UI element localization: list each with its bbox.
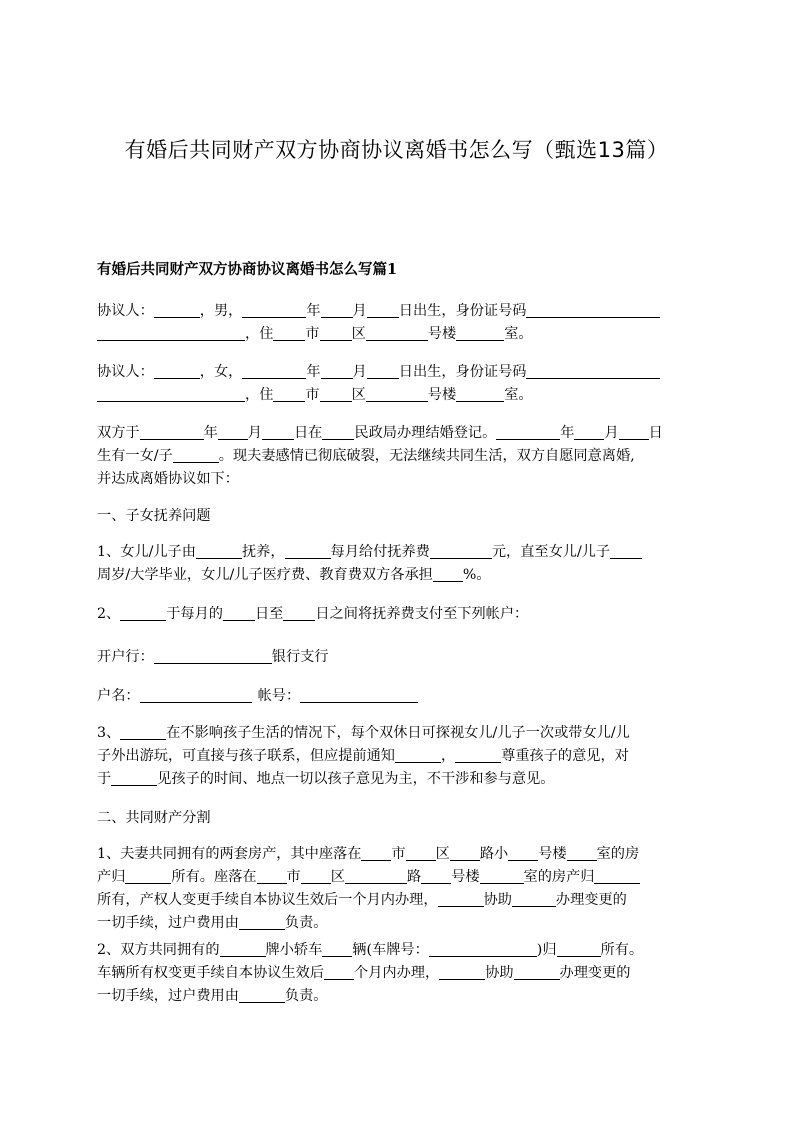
text-segment: 室。 <box>504 387 533 403</box>
blank-field-line <box>450 845 480 861</box>
blank-field-line <box>239 987 285 1003</box>
document-title: 有婚后共同财产双方协商协议离婚书怎么写（甄选13篇） <box>124 138 669 162</box>
text-line <box>97 361 700 384</box>
marriage-paragraph <box>97 422 700 491</box>
text-segment: 室。 <box>504 326 533 342</box>
blank-field-line <box>514 964 560 980</box>
text-segment: 区 <box>435 846 450 862</box>
text-segment: ，住 <box>245 387 274 403</box>
text-segment: 号楼 <box>427 387 457 403</box>
real-estate-item <box>97 843 700 935</box>
text-line: 并达成离婚协议如下： <box>97 471 239 487</box>
blank-field-line <box>273 325 305 341</box>
account-line <box>97 685 700 708</box>
blank-field-line <box>283 605 315 621</box>
text-segment: 路小 <box>479 846 509 862</box>
text-segment: 见孩子的时间、地点一切以孩子意见为主，不干涉和参与意见。 <box>157 771 555 787</box>
text-line <box>97 889 700 912</box>
blank-field-line <box>594 868 640 884</box>
text-line <box>97 768 700 791</box>
blank-field-line <box>367 363 399 379</box>
blank-field-line <box>361 845 391 861</box>
section-heading-children: 一、子女抚养问题 <box>97 508 211 524</box>
text-segment: 室的房 <box>596 846 640 862</box>
blank-field-line <box>120 605 166 621</box>
vehicle-item <box>97 939 700 1008</box>
text-segment: 路 <box>406 869 422 885</box>
text-segment: 一切手续，过户费用由 <box>97 915 239 931</box>
blank-field-line <box>574 424 604 440</box>
text-segment: 日出生，身份证号码 <box>398 303 527 319</box>
blank-field-line <box>406 845 436 861</box>
text-segment: 号楼 <box>451 869 480 885</box>
blank-field-line <box>154 302 200 318</box>
text-segment: %。 <box>462 567 491 583</box>
blank-field-line <box>262 424 294 440</box>
blank-field-line <box>345 868 407 884</box>
blank-field-line <box>223 605 255 621</box>
text-segment: 年 <box>306 303 321 319</box>
blank-field-line <box>285 543 331 559</box>
text-segment: 银行支行 <box>271 649 329 665</box>
text-line <box>97 541 700 564</box>
text-segment: 1、夫妻共同拥有的两套房产，其中座落在 <box>97 846 362 862</box>
blank-field-line <box>111 770 157 786</box>
text-line <box>97 564 700 587</box>
blank-field-line <box>456 386 504 402</box>
blank-field-line <box>257 868 287 884</box>
payment-schedule-item <box>97 603 700 626</box>
text-line <box>97 685 700 708</box>
blank-field-line <box>154 648 272 664</box>
text-segment: 个月内办理， <box>354 965 440 981</box>
text-segment: 子外出游玩，可直接与孩子联系，但应提前通知 <box>97 748 395 764</box>
text-segment: 所有。 <box>600 942 644 958</box>
party-two-paragraph <box>97 361 700 407</box>
text-segment: 协议人： <box>97 364 154 380</box>
blank-field-line <box>321 363 353 379</box>
blank-field-line <box>395 747 441 763</box>
text-segment: 年 <box>306 364 321 380</box>
text-segment: 2、双方共同拥有的 <box>97 942 220 958</box>
text-segment: ，女， <box>199 364 243 380</box>
text-segment: 日出生，身份证号码 <box>398 364 527 380</box>
blank-field-line <box>321 302 353 318</box>
text-segment: )归 <box>536 942 557 958</box>
text-segment: 于 <box>97 771 112 787</box>
text-segment: 所有，产权人变更手续自本协议生效后一个月内办理， <box>97 892 438 908</box>
text-segment: 帐号： <box>257 688 301 704</box>
text-line <box>97 912 700 935</box>
text-line <box>97 722 700 745</box>
text-segment: 协助 <box>485 965 514 981</box>
blank-field-line <box>366 325 428 341</box>
text-segment: 市 <box>305 326 320 342</box>
text-segment: ， <box>440 748 456 764</box>
text-segment: 2、 <box>97 606 121 622</box>
blank-field-line <box>557 941 601 957</box>
text-segment: 双方于 <box>97 425 140 441</box>
child-support-item <box>97 541 700 587</box>
blank-field-line <box>239 914 285 930</box>
text-segment: 年 <box>203 425 218 441</box>
text-segment: 区 <box>351 387 366 403</box>
text-line <box>97 603 700 626</box>
text-segment: 负责。 <box>284 915 328 931</box>
text-segment: 办理变更的 <box>555 892 627 908</box>
text-segment: 日至 <box>254 606 284 622</box>
text-segment: 月 <box>352 364 367 380</box>
text-segment: 区 <box>330 869 345 885</box>
text-segment: 民政局办理结婚登记。 <box>354 425 497 441</box>
bank-line <box>97 646 700 669</box>
text-line <box>97 939 700 962</box>
blank-field-line <box>456 325 504 341</box>
text-line <box>97 646 700 669</box>
blank-field-line <box>512 891 556 907</box>
text-segment: 日在 <box>293 425 323 441</box>
text-segment: 月 <box>352 303 367 319</box>
blank-field-line <box>430 543 492 559</box>
text-segment: 室的房产归 <box>523 869 595 885</box>
text-segment: 办理变更的 <box>559 965 631 981</box>
blank-field-line <box>300 687 418 703</box>
blank-field-line <box>324 964 354 980</box>
party-one-paragraph <box>97 300 700 346</box>
blank-field-line <box>366 386 428 402</box>
blank-field-line <box>301 868 331 884</box>
text-segment: ，住 <box>245 326 274 342</box>
blank-field-line <box>526 363 660 379</box>
blank-field-line <box>508 845 538 861</box>
blank-field-line <box>496 424 560 440</box>
text-segment: 开户行： <box>97 649 154 665</box>
text-segment: 号楼 <box>427 326 457 342</box>
text-segment: 一切手续，过户费用由 <box>97 988 239 1004</box>
text-segment: ，男， <box>199 303 243 319</box>
blank-field-line <box>218 424 248 440</box>
text-line <box>97 745 700 768</box>
text-line <box>97 985 700 1008</box>
blank-field-line <box>367 302 399 318</box>
text-segment: 周岁/大学毕业，女儿/儿子医疗费、教育费双方各承担 <box>97 567 433 583</box>
blank-field-line <box>173 447 219 463</box>
text-line <box>97 866 700 889</box>
text-line <box>97 445 700 468</box>
blank-field-line <box>322 941 352 957</box>
blank-field-line <box>273 386 305 402</box>
blank-field-line <box>196 543 242 559</box>
text-segment: 每月给付抚养费 <box>330 544 430 560</box>
blank-field-line <box>97 386 245 402</box>
text-segment: 日之间将抚养费支付至下列帐户： <box>315 606 529 622</box>
section-heading-property: 二、共同财产分割 <box>97 810 211 826</box>
blank-field-line <box>125 868 171 884</box>
text-segment: 3、 <box>97 725 121 741</box>
blank-field-line <box>320 386 352 402</box>
text-segment: 市 <box>286 869 301 885</box>
text-segment: 户名： <box>97 688 140 704</box>
text-segment: 辆(车牌号： <box>352 942 429 958</box>
text-segment: 在不影响孩子生活的情况下，每个双休日可探视女儿/儿子一次或带女儿/儿 <box>166 725 630 741</box>
text-segment: 元，直至女儿/儿子 <box>491 544 611 560</box>
text-line <box>97 384 700 407</box>
text-line <box>97 300 700 323</box>
text-segment: 尊重孩子的意见，对 <box>501 748 629 764</box>
text-segment: 负责。 <box>284 988 328 1004</box>
text-segment: 月 <box>247 425 262 441</box>
text-segment: 日 <box>648 425 663 441</box>
text-segment: 年 <box>560 425 575 441</box>
visitation-item <box>97 722 700 791</box>
blank-field-line <box>455 747 501 763</box>
text-segment: 所有。座落在 <box>171 869 257 885</box>
text-line <box>97 422 700 445</box>
blank-field-line <box>140 687 252 703</box>
blank-field-line <box>429 941 537 957</box>
text-segment: 牌小轿车 <box>265 942 323 958</box>
blank-field-line <box>322 424 354 440</box>
text-segment: 。现夫妻感情已彻底破裂，无法继续共同生活，双方自愿同意离婚, <box>218 448 635 464</box>
text-segment: 于每月的 <box>166 606 223 622</box>
text-segment: 协助 <box>483 892 512 908</box>
blank-field-line <box>619 424 649 440</box>
blank-field-line <box>97 325 245 341</box>
text-segment: 产归 <box>97 869 126 885</box>
text-segment: 生有一女/子 <box>97 448 173 464</box>
text-segment: 1、女儿/儿子由 <box>97 544 196 560</box>
blank-field-line <box>526 302 660 318</box>
blank-field-line <box>154 363 200 379</box>
text-segment: 区 <box>351 326 366 342</box>
text-segment: 市 <box>391 846 406 862</box>
text-segment: 协议人： <box>97 303 154 319</box>
text-segment: 市 <box>305 387 320 403</box>
section-subtitle: 有婚后共同财产双方协商协议离婚书怎么写篇1 <box>97 261 398 278</box>
text-segment: 月 <box>604 425 619 441</box>
blank-field-line <box>320 325 352 341</box>
blank-field-line <box>438 891 484 907</box>
blank-field-line <box>120 724 166 740</box>
text-line <box>97 962 700 985</box>
text-segment: 号楼 <box>538 846 567 862</box>
text-segment: 车辆所有权变更手续自本协议生效后 <box>97 965 325 981</box>
blank-field-line <box>433 566 463 582</box>
text-line <box>97 843 700 866</box>
blank-field-line <box>242 302 306 318</box>
blank-field-line <box>480 868 524 884</box>
blank-field-line <box>421 868 451 884</box>
blank-field-line <box>220 941 266 957</box>
blank-field-line <box>610 543 642 559</box>
blank-field-line <box>242 363 306 379</box>
text-line <box>97 323 700 346</box>
text-segment: 抚养， <box>241 544 285 560</box>
blank-field-line <box>140 424 204 440</box>
blank-field-line <box>567 845 597 861</box>
blank-field-line <box>439 964 485 980</box>
